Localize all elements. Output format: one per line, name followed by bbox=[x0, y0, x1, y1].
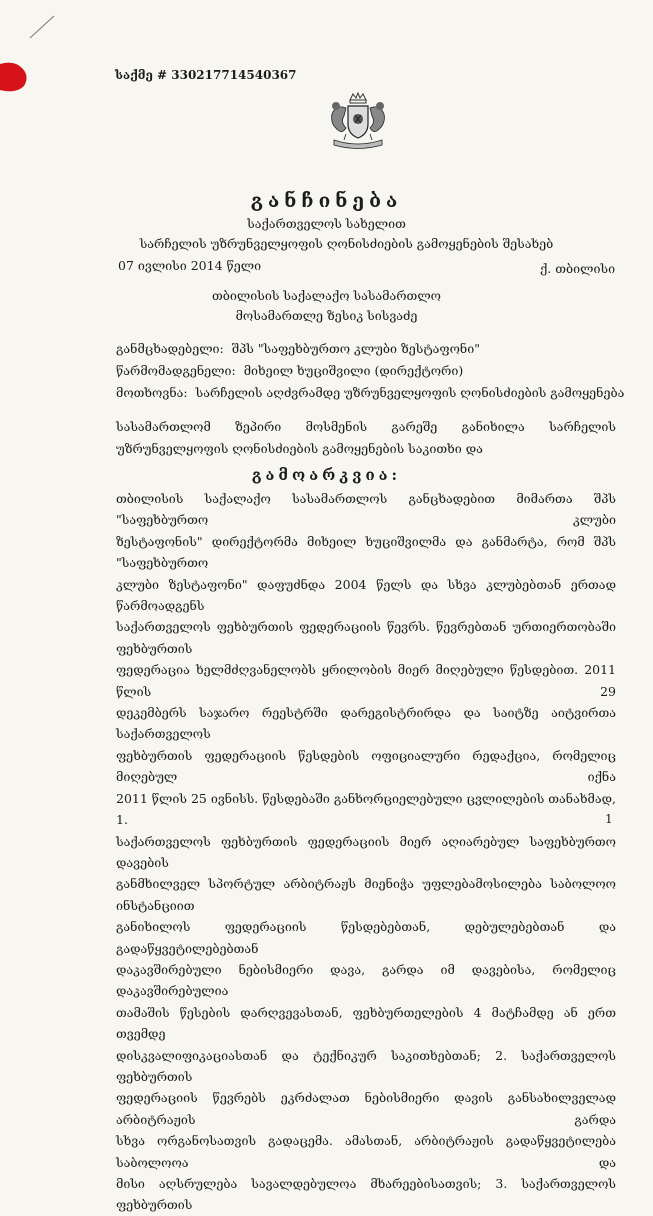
motion-field bbox=[116, 385, 624, 400]
representative-label: წარმომადგენელი: bbox=[116, 363, 236, 378]
body-line: 2011 წლის 25 ივნისს. წესდებაში განხორციელებული ცვლილების თანახმად, 1. bbox=[116, 790, 616, 828]
body-line: მისი აღსრულება სავალდებულოა მხარეებისათვის; 3. საქართველოს ფეხბურთის bbox=[116, 1176, 616, 1213]
body-line: ფედერაცია ხელმძღვანელობს ყრილობის მიერ მიღებული წესდებით. 2011 წლის 29 bbox=[116, 662, 616, 699]
body-line: საქართველოს ფეხბურთის ფედერაციის მიერ აღიარებულ საფეხბურთო დავების bbox=[116, 833, 616, 870]
court-name: თბილისის საქალაქო სასამართლო bbox=[212, 288, 441, 303]
section-heading: გამოარკვია: bbox=[251, 466, 402, 484]
document-date: 07 ივლისი 2014 წელი bbox=[118, 258, 262, 273]
body-line: ფეხბურთის ფედერაციის წესდების ოფიციალური რედაქცია, რომელიც მიღებულ იქნა bbox=[116, 747, 616, 785]
applicant-value: შპს "საფეხბურთო კლუბი ზესტაფონი" bbox=[231, 341, 480, 356]
applicant-field bbox=[116, 341, 480, 356]
body-text bbox=[116, 488, 616, 1216]
body-line: თამაშის წესების დარღვევასთან, ფეხბურთელების 4 მატჩამდე ან ერთ თვემდე bbox=[116, 1004, 616, 1042]
body-line: დისკვალიფიკაციასთან და ტექნიკურ საკითხებთან; 2. საქართველოს ფეხბურთის bbox=[116, 1047, 616, 1084]
representative-value: მიხეილ ხუციშვილი (დირექტორი) bbox=[243, 363, 464, 378]
body-line: დეკემბერს საჯარო რეესტრში დარეგისტრირდა და საიტზე აიტვირთა საქართველოს bbox=[116, 705, 616, 742]
subtitle-line-1: საქართველოს სახელით bbox=[247, 216, 406, 231]
coat-of-arms-icon bbox=[324, 92, 392, 152]
body-line: განიხილოს ფედერაციის წესდებებთან, დებულებებთან და გადაწყვეტილებებთან bbox=[116, 919, 616, 956]
intro-paragraph: სასამართლომ ზეპირი მოსმენის გარეშე განიხილა სარჩელის უზრუნველყოფის ღონისძიების გამოყენების საკითხი და bbox=[116, 419, 616, 456]
body-line: განმხილველ სპორტულ არბიტრაჟს მიენიჭა უფლებამოსილება საბოლოო ინსტანციით bbox=[116, 876, 616, 913]
motion-value: სარჩელის აღძვრამდე უზრუნველყოფის ღონისძიების გამოყენება bbox=[195, 385, 625, 400]
representative-field bbox=[116, 363, 463, 378]
document-title: განჩინება bbox=[250, 190, 403, 212]
body-line: თბილისის საქალაქო სასამართლოს განცხადებით მიმართა შპს "საფეხბურთო კლუბი bbox=[116, 491, 616, 528]
body-line: კლუბი ზესტაფონი" დაფუძნდა 2004 წელს და სხვა კლუბებთან ერთად წარმოადგენს bbox=[116, 576, 616, 614]
applicant-label: განმცხადებელი: bbox=[116, 341, 224, 356]
page-number: 1 bbox=[605, 812, 613, 826]
body-line: დაკავშირებული ნებისმიერი დავა, გარდა იმ დავებისა, რომელიც დაკავშირებულია bbox=[116, 961, 616, 999]
motion-label: მოთხოვნა: bbox=[116, 385, 188, 400]
body-line: საქართველოს ფეხბურთის ფედერაციის წევრს. წევრებთან ურთიერთობაში ფეხბურთის bbox=[116, 619, 616, 656]
body-line: ფედერაციის წევრებს ეკრძალათ ნებისმიერი დავის განსახილველად არბიტრაჟის გარდა bbox=[116, 1090, 616, 1127]
red-stamp-mark bbox=[0, 60, 32, 94]
case-number: საქმე # 330217714540367 bbox=[115, 68, 297, 82]
scratch-mark bbox=[28, 12, 58, 42]
body-line: ზესტაფონის" დირექტორმა მიხეილ ხუციშვილმა და განმარტა, რომ შპს "საფეხბურთო bbox=[116, 533, 616, 571]
judge-name: მოსამართლე ზესიკ სისვაძე bbox=[235, 308, 418, 323]
body-line: სხვა ორგანოსათვის გადაცემა. ამასთან, არბიტრაჟის გადაწყვეტილება საბოლოოა და bbox=[116, 1133, 616, 1170]
document-city: ქ. თბილისი bbox=[540, 261, 616, 276]
subtitle-line-2: სარჩელის უზრუნველყოფის ღონისძიების გამოყენების შესახებ bbox=[139, 236, 554, 251]
